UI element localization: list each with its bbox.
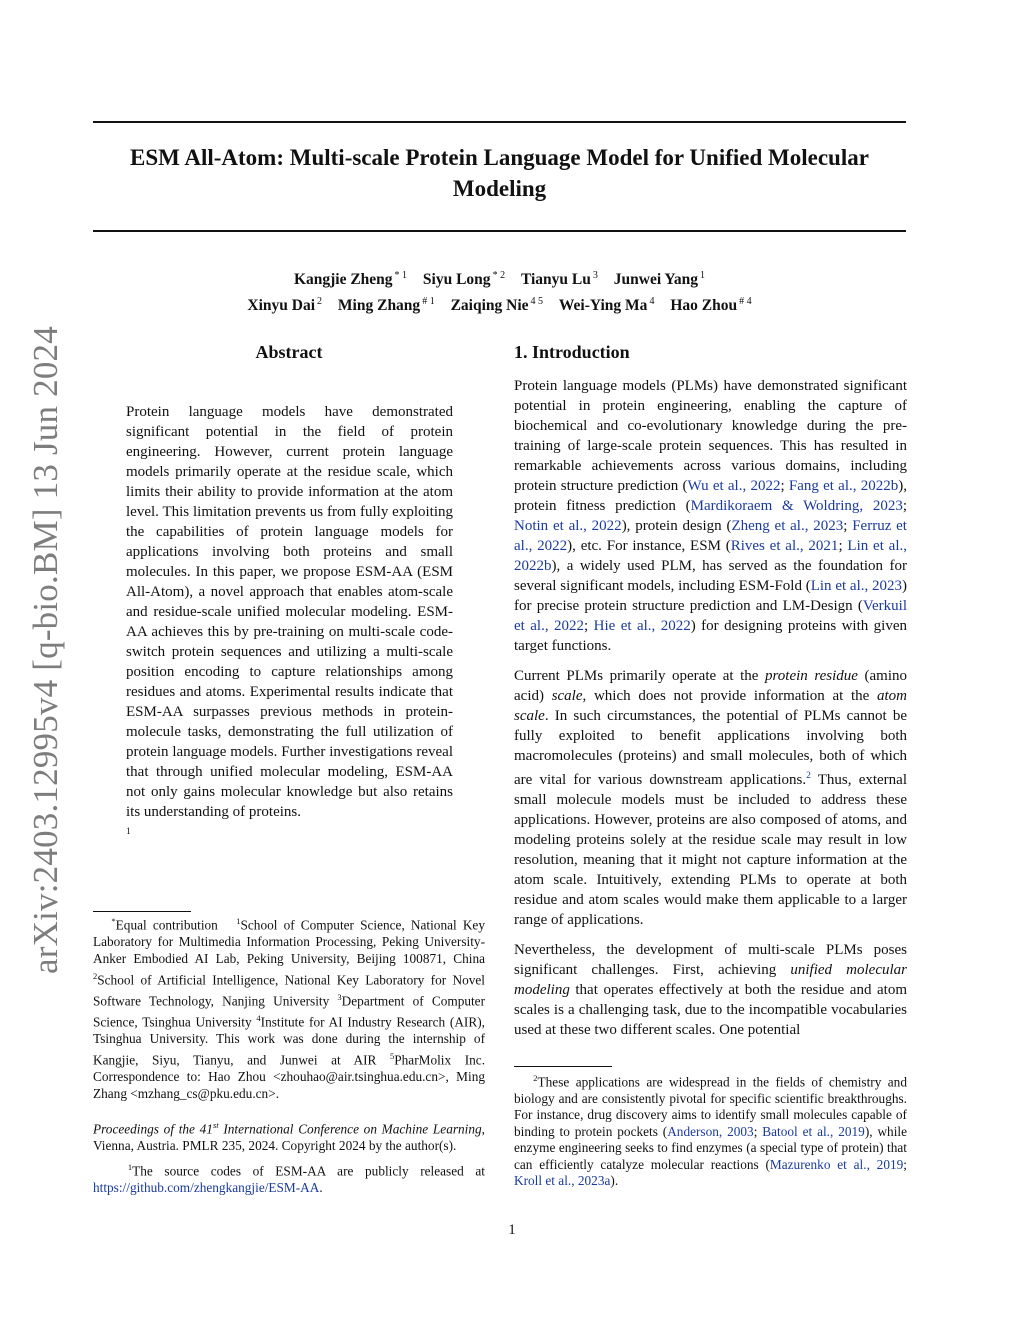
paper-title: ESM All-Atom: Multi-scale Protein Language Model for Unified Molecular Modeling [130, 145, 869, 201]
code-release-footnote: $^1$The source codes of ESM-AA are publicly released at https://github.com/zhengkangjie/ESM-AA. [93, 1162, 485, 1196]
citation-link[interactable]: Hie et al., 2022 [593, 618, 691, 634]
author-line-1 [93, 265, 906, 291]
author: Ming Zhang $^{\# 1}$ [337, 296, 435, 315]
author: Xinyu Dai $^2$ [247, 296, 323, 315]
citation-link[interactable]: Kroll et al., 2023a [514, 1173, 611, 1189]
citation-link[interactable]: Ferruz et al., 2022 [514, 518, 907, 554]
citation-link[interactable]: Rives et al., 2021 [730, 538, 839, 554]
introduction-heading: 1. Introduction [514, 342, 630, 362]
author-list [93, 265, 906, 317]
author: Hao Zhou $^{\# 4}$ [670, 296, 752, 315]
arxiv-identifier-stamp: arXiv:2403.12995v4 [q-bio.BM] 13 Jun 2024 [26, 326, 65, 974]
title-rule-bottom [93, 230, 906, 232]
author: Kangjie Zheng $^{* 1}$ [293, 270, 408, 289]
abstract-text: Protein language models have demonstrated significant potential in the field of protein engineering. However, current protein language models primarily operate at the residue scale, which limits their ability to provide information at the atom level. This limitation prevents us from fully exploiting the capabilities of protein language models for applications involving both proteins and small molecules. In this paper, we propose ESM-AA (ESM All-Atom), a novel approach that enables atom-scale and residue-scale unified molecular modeling. ESM-AA achieves this by pre-training on multi-scale code-switch protein sequences and utilizing a multi-scale position encoding to capture relationships among residues and atoms. Experimental results indicate that ESM-AA surpasses previous methods in protein-molecule tasks, demonstrating the full utilization of protein language models. Further investigations reveal that through unified molecular modeling, ESM-AA not only gains molecular knowledge but also retains its understanding of proteins. [126, 404, 453, 820]
intro-paragraph: Current PLMs primarily operate at the protein residue (amino acid) scale, which does not provide information at the atom scale. In such circumstances, the potential of PLMs cannot be fully exploited to benefit applications involving both macromolecules (proteins) and small molecules, both of which are vital for various downstream applications.$^2$ Thus, external small molecule models must be included to address these applications. However, proteins are also composed of atoms, and modeling proteins solely at the residue scale may result in low resolution, meaning that it might not capture information at the atom scale. Intuitively, extending PLMs to operate at both residue and atom scales would make them applicable to a larger range of applications. [514, 668, 908, 928]
intro-paragraph: Protein language models (PLMs) have demonstrated significant potential in protein engineering, enabling the capture of biochemical and co-evolutionary knowledge during the pre-training of large-scale protein sequences. This has resulted in remarkable achievements across various domains, including protein structure prediction (Wu et al., 2022; Fang et al., 2022b), protein fitness prediction (Mardikoraem & Woldring, 2023; Notin et al., 2022), protein design (Zheng et al., 2023; Ferruz et al., 2022), etc. For instance, ESM (Rives et al., 2021; Lin et al., 2022b), a widely used PLM, has served as the foundation for several significant models, including ESM-Fold (Lin et al., 2023) for precise protein structure prediction and LM-Design (Verkuil et al., 2022; Hie et al., 2022) for designing proteins with given target functions. [514, 378, 908, 654]
author: Junwei Yang $^1$ [613, 270, 706, 289]
author: Tianyu Lu $^3$ [520, 270, 598, 289]
citation-link[interactable]: Mardikoraem & Woldring, 2023 [690, 498, 903, 514]
citation-link[interactable]: Lin et al., 2023 [810, 578, 903, 594]
citation-link[interactable]: Anderson, 2003 [667, 1123, 754, 1139]
proceedings-note: Proceedings of the 41st International Conference on Machine Learning, Vienna, Austria. PMLR 235, 2024. Copyright 2024 by the author(s). [93, 1120, 485, 1154]
footnote-link[interactable]: 2 [806, 771, 811, 781]
github-link[interactable]: https://github.com/zhengkangjie/ESM-AA [93, 1180, 320, 1196]
citation-link[interactable]: Batool et al., 2019 [762, 1123, 865, 1139]
author: Wei-Ying Ma $^4$ [558, 296, 655, 315]
intro-paragraph: Nevertheless, the development of multi-scale PLMs poses significant challenges. First, achieving unified molecular modeling that operates effectively at both the residue and atom scales is a challenging task, due to the incompatible vocabularies used at these two different scales. One potential [514, 942, 907, 1038]
footnote-rule [93, 911, 191, 912]
abstract-heading: Abstract [255, 342, 323, 362]
footnote-rule [514, 1066, 612, 1067]
abstract-body [126, 402, 453, 846]
footnotes-left [93, 913, 485, 1211]
citation-link[interactable]: Fang et al., 2022b [788, 478, 899, 494]
author: Siyu Long $^{* 2}$ [422, 270, 506, 289]
citation-link[interactable]: Lin et al., 2022b [514, 538, 908, 574]
page-number: 1 [508, 1222, 516, 1238]
citation-link[interactable]: Zheng et al., 2023 [731, 518, 844, 534]
citation-link[interactable]: Verkuil et al., 2022 [514, 598, 907, 634]
citation-link[interactable]: Notin et al., 2022 [514, 518, 622, 534]
title-rule-top [93, 121, 906, 123]
author: Zaiqing Nie $^{4 5}$ [450, 296, 544, 315]
footnote-right: $^2$These applications are widespread in the fields of chemistry and biology and are consistently pivotal for specific scientific breakthroughs. For instance, drug discovery aims to identify small molecules capable of binding to protein pockets (Anderson, 2003; Batool et al., 2019), while enzyme engineering seeks to find enzymes (a special type of protein) that can efficiently catalyze molecular reactions (Mazurenko et al., 2019; Kroll et al., 2023a). [514, 1073, 907, 1189]
citation-link[interactable]: Wu et al., 2022 [687, 478, 781, 494]
author-line-2 [93, 291, 906, 317]
introduction-body [514, 376, 907, 1050]
footnote-mark[interactable]: 1 [126, 827, 131, 837]
citation-link[interactable]: Mazurenko et al., 2019 [769, 1156, 904, 1172]
affiliations-footnote: *Equal contribution $^1$School of Computer Science, National Key Laboratory for Multimedia Information Processing, Peking University-Anker Embodied AI Lab, Peking University, Beijing 100871, China $^2$School of Artificial Intelligence, National Key Laboratory for Novel Software Technology, Nanjing University $^3$Department of Computer Science, Tsinghua University $^4$Institute for AI Industry Research (AIR), Tsinghua University. This work was done during the internship of Kangjie, Siyu, Tianyu, and Junwei at AIR $^5$PharMolix Inc. Correspondence to: Hao Zhou <zhouhao@air.tsinghua.edu.cn>, Ming Zhang <mzhang_cs@pku.edu.cn>. [93, 916, 486, 1102]
